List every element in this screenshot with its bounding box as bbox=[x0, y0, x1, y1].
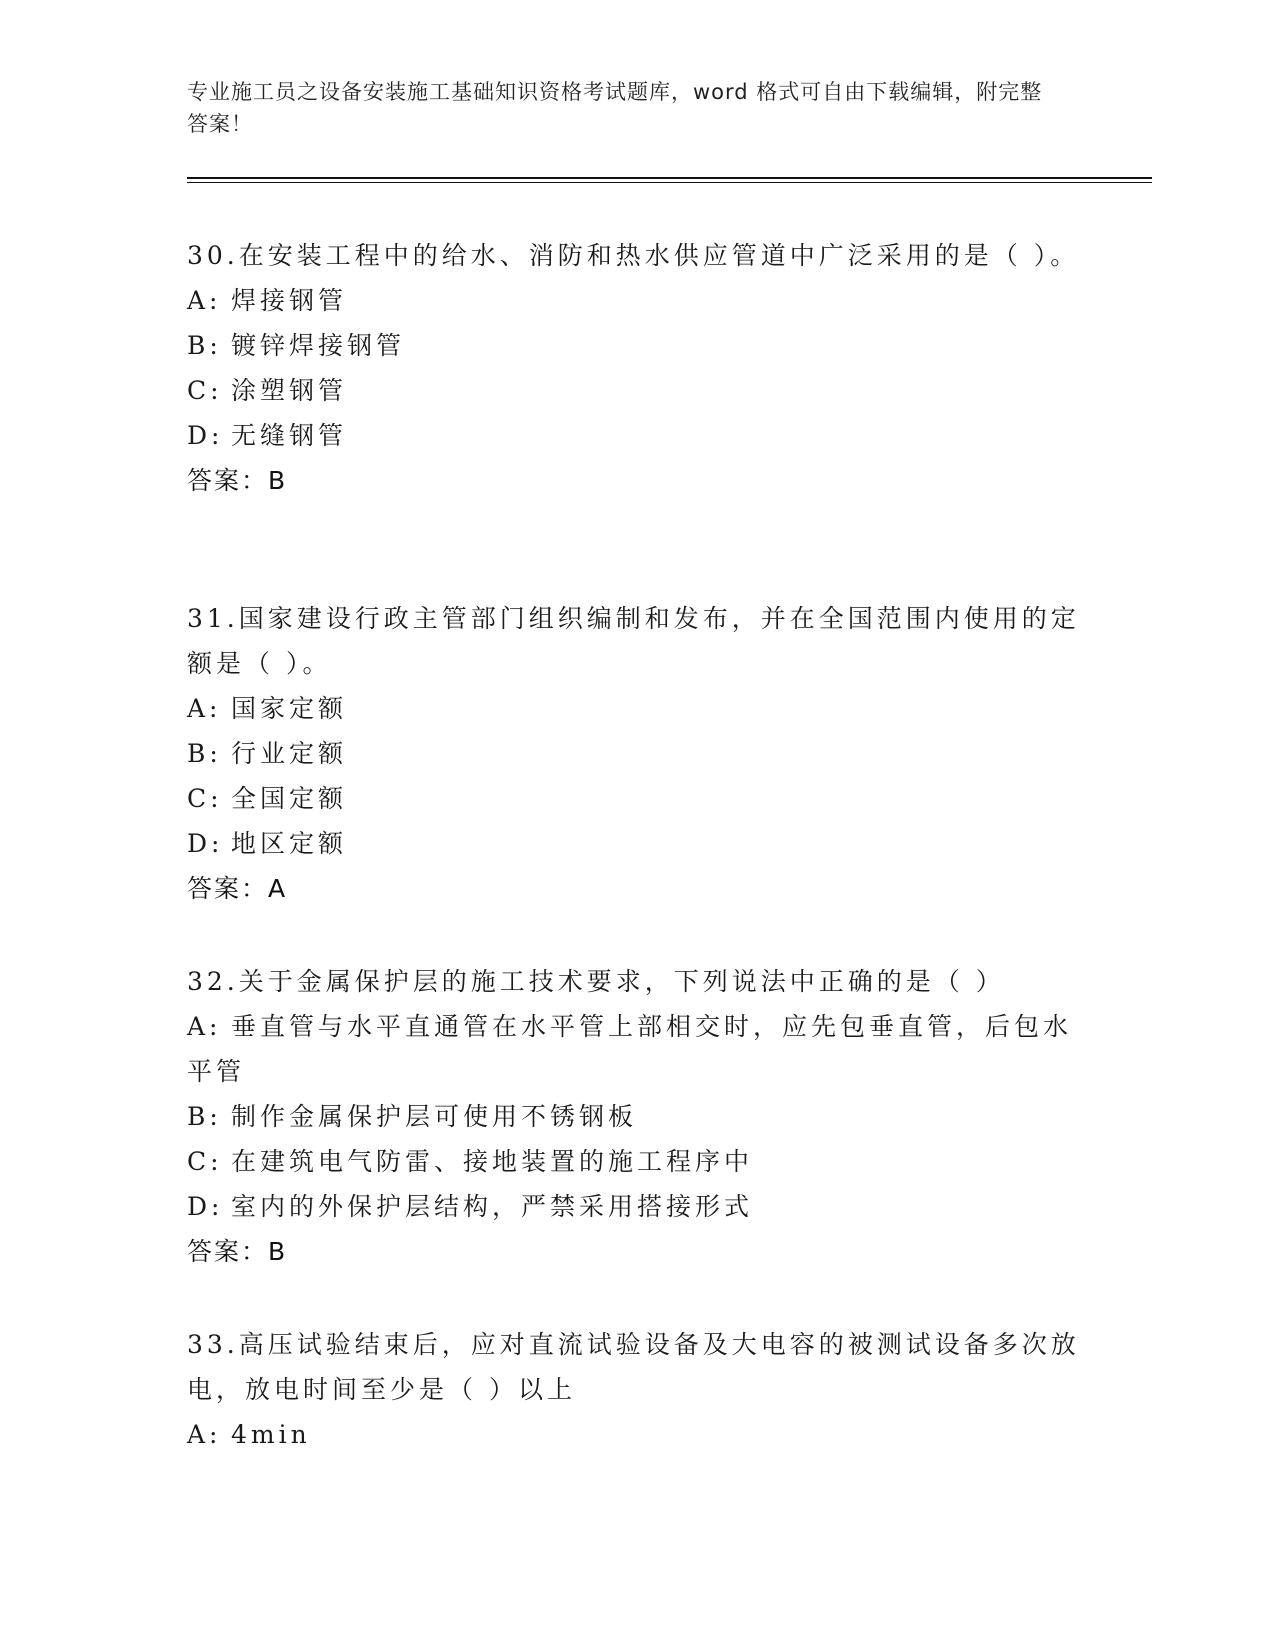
option-text: 全国定额 bbox=[231, 784, 348, 813]
question-number: 30. bbox=[187, 241, 239, 270]
question-number: 32. bbox=[187, 967, 239, 996]
option-label: C: bbox=[187, 1147, 223, 1176]
option-text: 制作金属保护层可使用不锈钢板 bbox=[231, 1102, 638, 1131]
option-text: 行业定额 bbox=[231, 739, 348, 768]
question-text: 高压试验结束后，应对直流试验设备及大电容的被测试设备多次放电，放电时间至少是（ ）以上 bbox=[187, 1330, 1080, 1404]
option-label: D: bbox=[187, 421, 224, 450]
option-label: B: bbox=[187, 1102, 222, 1131]
option-text: 垂直管与水平直通管在水平管上部相交时，应先包垂直管，后包水平管 bbox=[187, 1012, 1073, 1086]
question-30 bbox=[187, 233, 1087, 503]
option-text: 国家定额 bbox=[231, 694, 348, 723]
answer-text: 答案：A bbox=[187, 874, 288, 903]
option-text: 地区定额 bbox=[231, 829, 348, 858]
answer-text: 答案：B bbox=[187, 466, 288, 495]
option-text: 涂塑钢管 bbox=[231, 376, 348, 405]
option-label: B: bbox=[187, 331, 222, 360]
question-stem bbox=[187, 596, 1087, 686]
option-c bbox=[187, 1139, 1087, 1184]
option-label: C: bbox=[187, 376, 223, 405]
option-d bbox=[187, 821, 1087, 866]
question-text: 国家建设行政主管部门组织编制和发布，并在全国范围内使用的定额是（ ）。 bbox=[187, 604, 1080, 678]
question-32 bbox=[187, 959, 1087, 1274]
option-d bbox=[187, 413, 1087, 458]
option-a bbox=[187, 1004, 1087, 1094]
header-divider-thin bbox=[187, 182, 1152, 183]
option-label: A: bbox=[187, 286, 222, 315]
option-text: 无缝钢管 bbox=[231, 421, 348, 450]
option-text: 在建筑电气防雷、接地装置的施工程序中 bbox=[231, 1147, 754, 1176]
question-text: 关于金属保护层的施工技术要求，下列说法中正确的是（ ） bbox=[238, 967, 1005, 996]
option-label: D: bbox=[187, 829, 224, 858]
header-divider-thick bbox=[187, 177, 1152, 179]
question-number: 33. bbox=[187, 1330, 239, 1359]
question-stem bbox=[187, 233, 1087, 278]
question-31 bbox=[187, 596, 1087, 911]
page-header: 专业施工员之设备安装施工基础知识资格考试题库，word 格式可自由下载编辑，附完整答案！ bbox=[187, 80, 1043, 136]
option-label: A: bbox=[187, 694, 222, 723]
option-b bbox=[187, 323, 1087, 368]
question-text: 在安装工程中的给水、消防和热水供应管道中广泛采用的是（ ）。 bbox=[238, 241, 1080, 270]
option-text: 室内的外保护层结构，严禁采用搭接形式 bbox=[231, 1192, 754, 1221]
question-stem bbox=[187, 959, 1087, 1004]
option-text: 镀锌焊接钢管 bbox=[231, 331, 406, 360]
option-a bbox=[187, 278, 1087, 323]
option-label: C: bbox=[187, 784, 223, 813]
question-number: 31. bbox=[187, 604, 239, 633]
option-b bbox=[187, 731, 1087, 776]
option-text: 4min bbox=[231, 1420, 311, 1449]
option-d bbox=[187, 1184, 1087, 1229]
option-c bbox=[187, 776, 1087, 821]
option-text: 焊接钢管 bbox=[231, 286, 348, 315]
option-label: D: bbox=[187, 1192, 224, 1221]
option-a bbox=[187, 1412, 1087, 1457]
option-a bbox=[187, 686, 1087, 731]
option-b bbox=[187, 1094, 1087, 1139]
question-33 bbox=[187, 1322, 1087, 1457]
option-label: B: bbox=[187, 739, 222, 768]
question-stem bbox=[187, 1322, 1087, 1412]
option-label: A: bbox=[187, 1420, 222, 1449]
answer-text: 答案：B bbox=[187, 1237, 288, 1266]
option-c bbox=[187, 368, 1087, 413]
option-label: A: bbox=[187, 1012, 222, 1041]
